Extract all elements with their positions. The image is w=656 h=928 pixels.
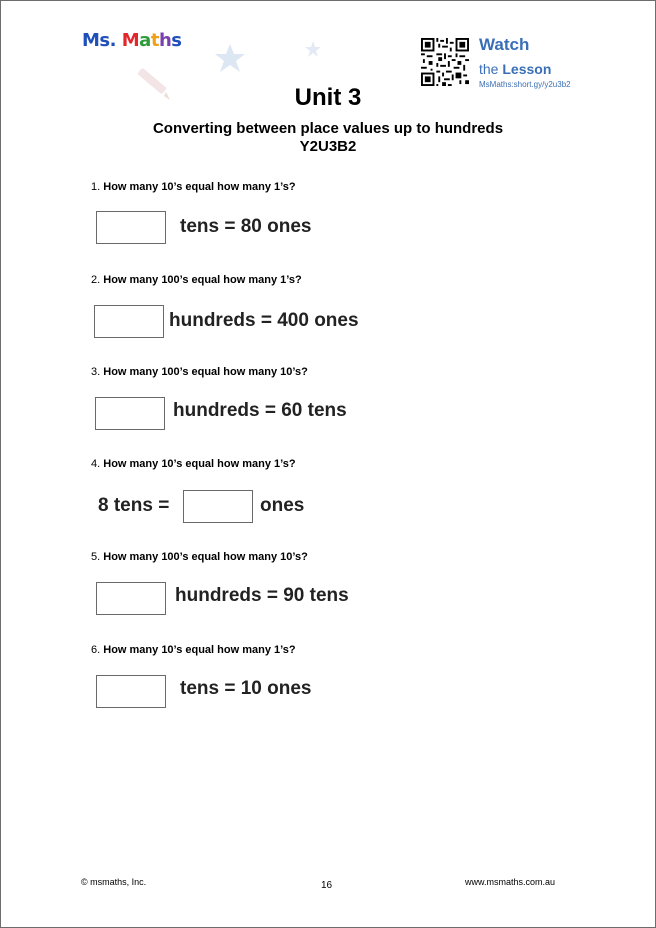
ms-maths-logo (82, 31, 181, 51)
answer-box-2[interactable] (94, 305, 164, 338)
question-prompt: How many 10’s equal how many 1’s? (103, 181, 296, 193)
logo-part: h (158, 30, 172, 51)
question-number: 4. (91, 458, 101, 470)
equation-text: hundreds = 90 tens (175, 585, 349, 606)
equation-text: hundreds = 400 ones (169, 310, 359, 331)
the-label: the (479, 61, 499, 77)
unit-title: Unit 3 (294, 84, 362, 111)
question-number: 6. (91, 644, 101, 656)
question-6 (91, 644, 296, 656)
decorative-stars-icon (200, 38, 330, 78)
worksheet-subtitle (0, 120, 656, 156)
short-link[interactable]: MsMaths:short.gy/y2u3b2 (479, 80, 571, 89)
answer-box-5[interactable] (96, 582, 166, 615)
question-2 (91, 274, 302, 286)
lesson-word: Lesson (502, 61, 552, 77)
equation-text: hundreds = 60 tens (173, 400, 347, 421)
answer-box-3[interactable] (95, 397, 165, 430)
question-5 (91, 551, 308, 563)
footer-website[interactable]: www.msmaths.com.au (465, 877, 556, 887)
logo-part: M (121, 30, 140, 51)
question-number: 3. (91, 366, 101, 378)
logo-part: a (139, 30, 151, 51)
question-prompt: How many 100’s equal how many 1’s? (103, 274, 302, 286)
equation-text: tens = 10 ones (180, 678, 312, 699)
equation-text: tens = 80 ones (180, 216, 312, 237)
logo-part: Ms. (82, 30, 116, 51)
logo-part: t (150, 30, 159, 51)
question-3 (91, 366, 308, 378)
equation-prefix: 8 tens = (98, 495, 170, 516)
question-prompt: How many 10’s equal how many 1’s? (103, 458, 296, 470)
footer-copyright: © msmaths, Inc. (81, 877, 147, 887)
worksheet-code: Y2U3B2 (299, 138, 357, 155)
watch-label[interactable]: Watch (479, 35, 530, 54)
answer-box-4[interactable] (183, 490, 253, 523)
page-number: 16 (321, 880, 333, 891)
question-prompt: How many 100’s equal how many 10’s? (103, 551, 308, 563)
question-number: 1. (91, 181, 101, 193)
subtitle-text: Converting between place values up to hundreds (152, 120, 504, 137)
question-1 (91, 181, 296, 193)
answer-box-1[interactable] (96, 211, 166, 244)
equation-text: ones (260, 495, 305, 516)
qr-code-icon[interactable] (421, 38, 469, 86)
question-prompt: How many 10’s equal how many 1’s? (103, 644, 296, 656)
question-number: 2. (91, 274, 101, 286)
lesson-label[interactable] (479, 61, 551, 77)
question-number: 5. (91, 551, 101, 563)
logo-part: s (171, 30, 182, 51)
answer-box-6[interactable] (96, 675, 166, 708)
question-4 (91, 458, 296, 470)
question-prompt: How many 100’s equal how many 10’s? (103, 366, 308, 378)
